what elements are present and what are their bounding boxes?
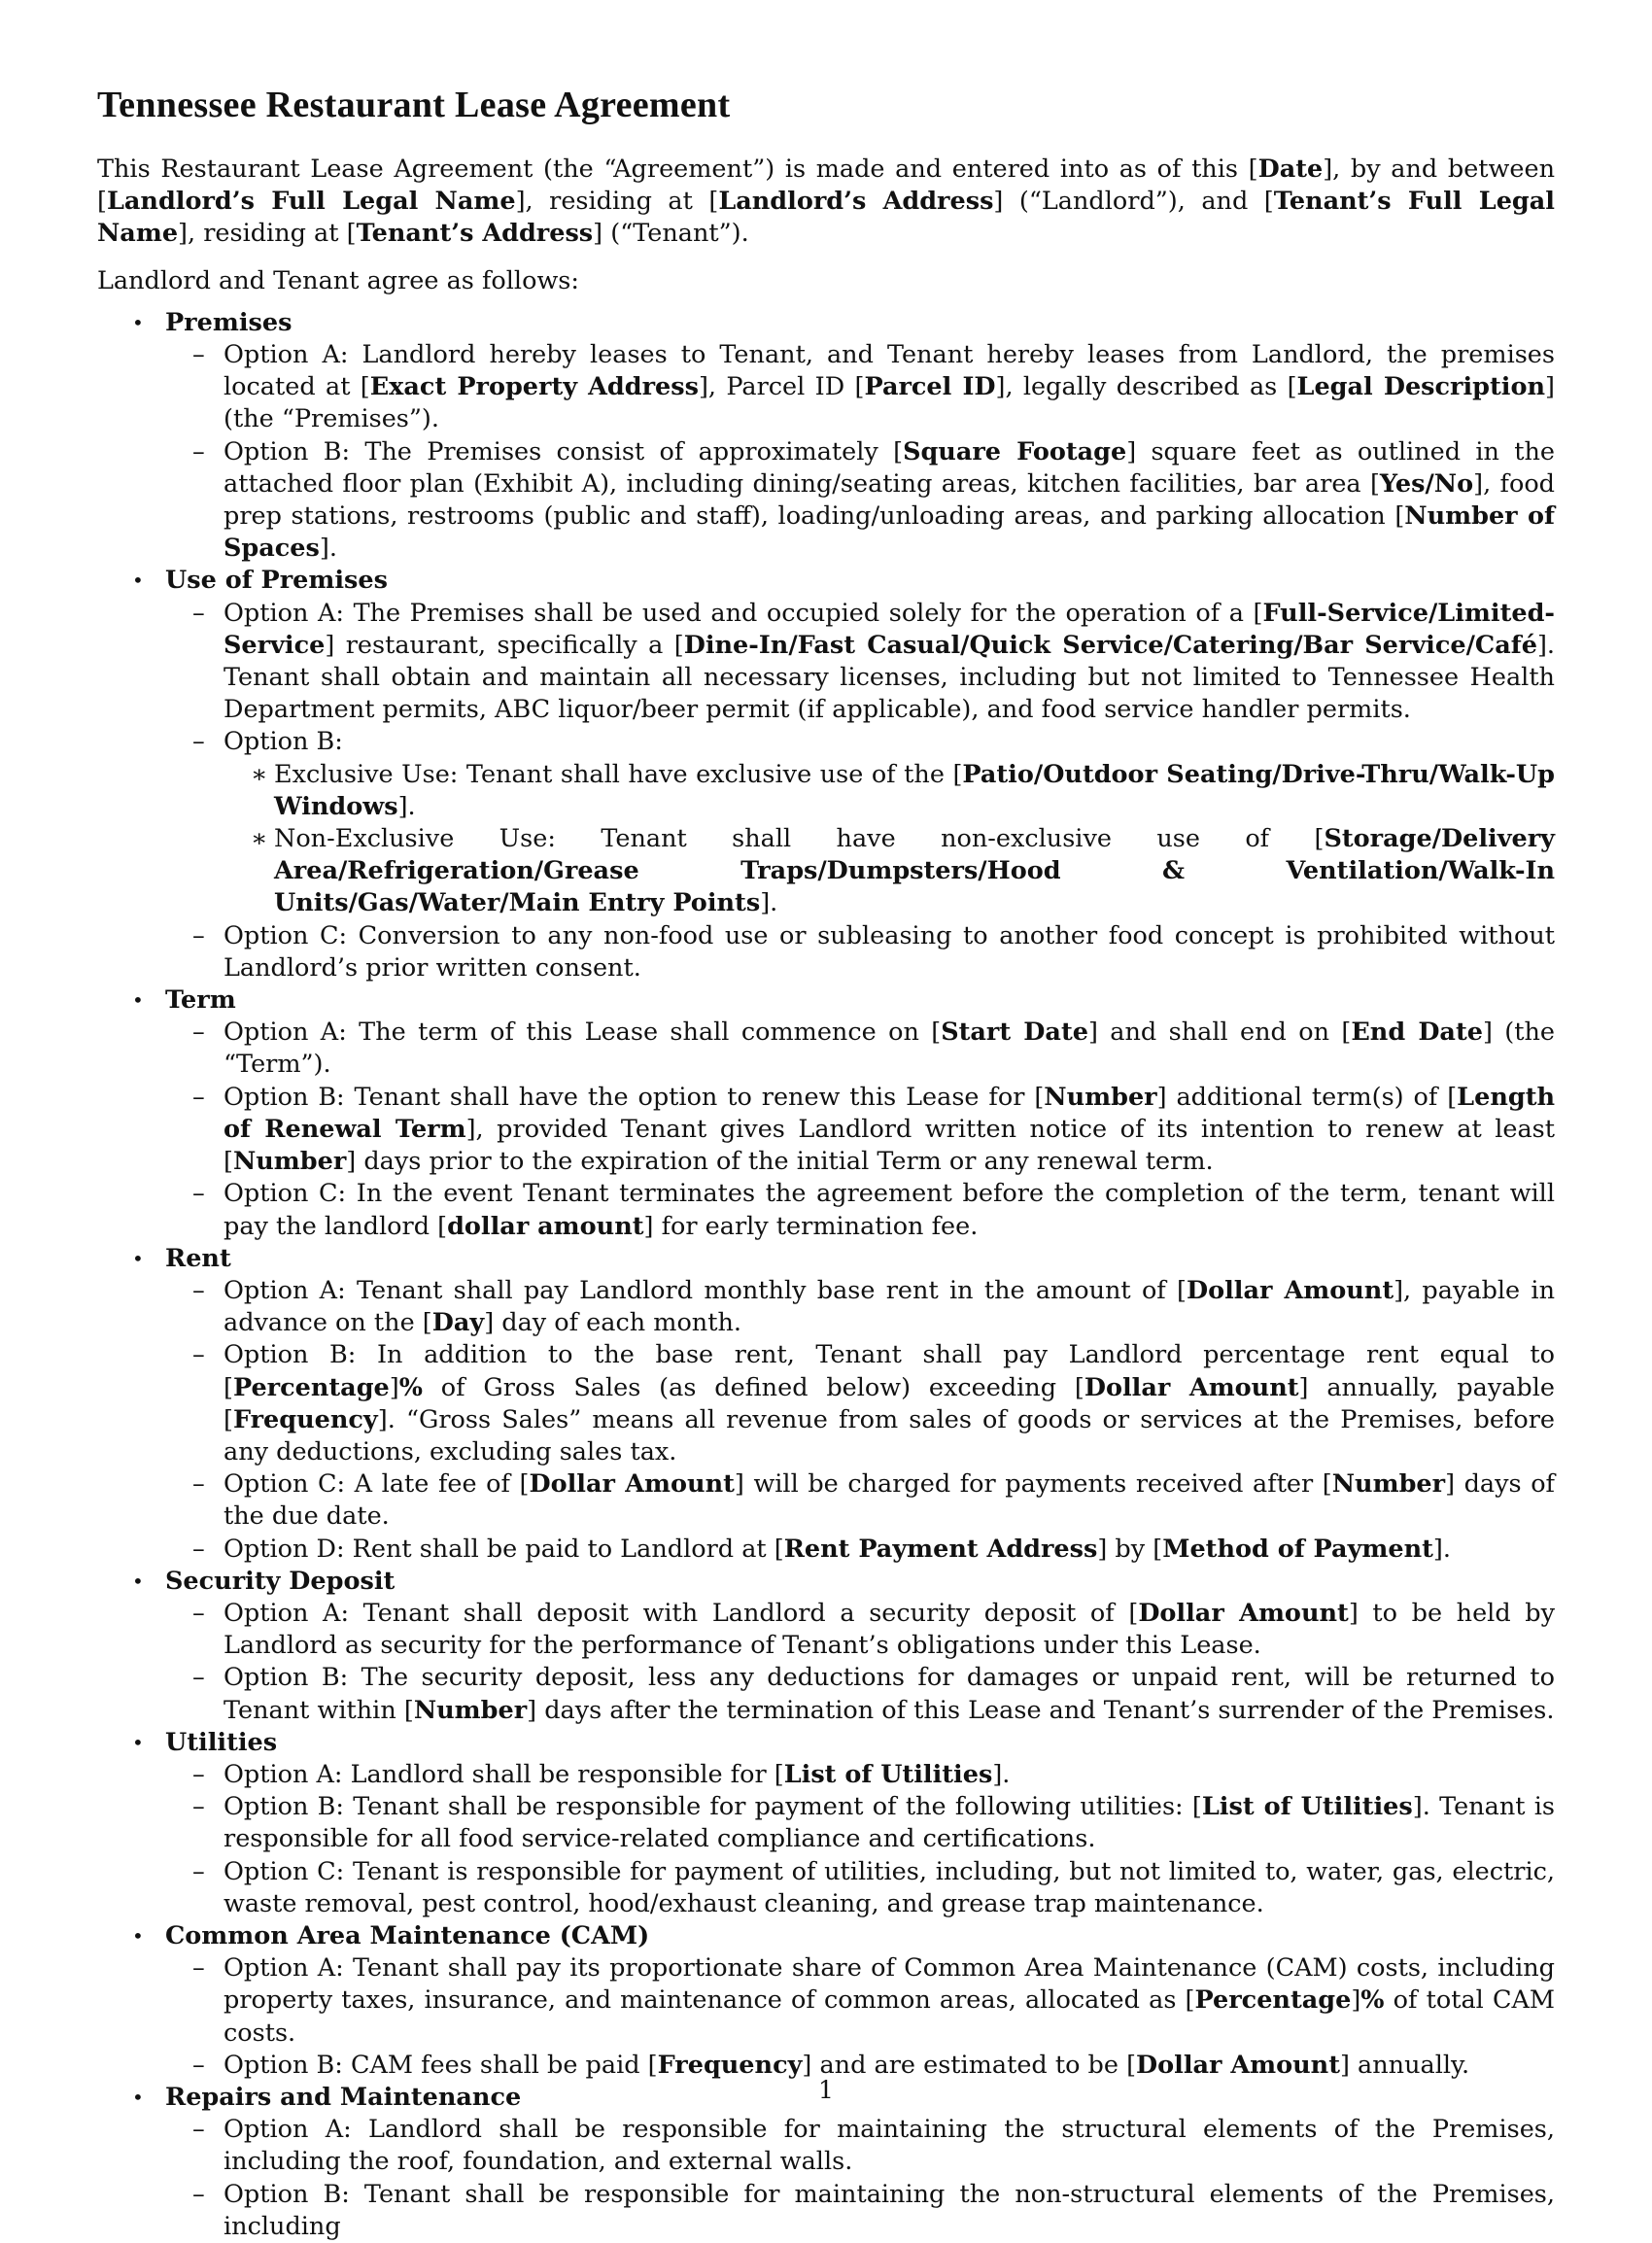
placeholder-field: Start Date [941,1018,1088,1048]
sub-option-text [274,823,1555,920]
text-run: ] square feet as outlined in the attached floor plan (Exhibit A), including dining/seating areas, kitchen facilities, bar area [ [224,436,1555,499]
option-item [165,1598,1555,1662]
text-run: ]. [760,888,778,918]
text-run: ] days after the termination of this Lease and Tenant’s surrender of the Premises. [527,1695,1555,1725]
option-text [224,1662,1555,1726]
dash-icon: – [192,1018,205,1048]
dash-icon: – [192,2115,205,2145]
asterisk-icon: ∗ [251,759,268,789]
text-run: ] to be held by Landlord as security for the performance of Tenant’s obligations under this Lease. [224,1598,1556,1661]
placeholder-field: Tenant’s Address [356,219,594,249]
sub-option-text [274,759,1555,823]
dash-icon: – [192,1082,205,1112]
option-item [165,1339,1555,1468]
sub-option-item [224,759,1555,823]
placeholder-field: Percentage [232,1372,390,1402]
text-run: Option C: A late fee of [ [224,1469,530,1500]
option-text [224,1856,1555,1920]
sub-option-list [224,759,1555,920]
text-run: Option C: Conversion to any non-food use or subleasing to another food concept is prohibited without Landlord’s prior written consent. [224,920,1555,983]
dash-icon: – [192,1179,205,1209]
section-item [97,2082,1555,2243]
text-run: ]. [397,791,416,821]
text-run: ]. [992,1759,1011,1789]
placeholder-field: Parcel ID [864,372,996,402]
text-run: ]. Tenant shall obtain and maintain all necessary licenses, including but not limited to Tennessee Health Department permits, ABC liquor/beer permit (if applicable), and food service handler permits. [224,630,1555,725]
text-run: ] (“Tenant”). [593,219,749,249]
option-item [165,726,1555,919]
text-run: Option B: [224,727,343,757]
option-item [165,1017,1555,1081]
option-list [165,2114,1555,2243]
text-run: ] days prior to the expiration of the initial Term or any renewal term. [346,1147,1214,1177]
text-run: Option A: Landlord shall be responsible for maintaining the structural elements of the Premises, including the roof, foundation, and external walls. [224,2115,1555,2177]
option-item [165,1534,1555,1566]
placeholder-field: Number [232,1147,347,1177]
option-item [165,920,1555,984]
section-list [97,307,1555,2243]
section-title: Rent [165,1243,231,1273]
placeholder-field: Number of Spaces [224,501,1555,564]
option-text [224,1598,1555,1662]
agree-line: Landlord and Tenant agree as follows: [97,265,579,295]
option-text [224,1017,1555,1081]
option-text [224,1791,1555,1855]
text-run: ] [1351,1985,1361,2016]
text-run: Option C: In the event Tenant terminates the agreement before the completion of the term, tenant will pay the landlord [ [224,1179,1555,1241]
placeholder-field: Number [413,1695,528,1725]
bullet-icon: • [132,569,144,593]
section-title: Utilities [165,1727,278,1757]
option-list [165,1275,1555,1566]
placeholder-field: Frequency [657,2050,803,2080]
bullet-icon: • [132,1730,144,1754]
text-run: ] additional term(s) of [ [1156,1082,1458,1112]
dash-icon: – [192,727,205,757]
option-list [165,1598,1555,1727]
option-list [165,1952,1555,2082]
placeholder-field: Dollar Amount [1138,1598,1349,1628]
placeholder-field: Method of Payment [1162,1534,1433,1564]
section-item [97,1727,1555,1920]
asterisk-icon: ∗ [251,824,268,854]
text-run: Exclusive Use: Tenant shall have exclusive use of the [ [274,759,963,789]
placeholder-field: Dollar Amount [1084,1372,1299,1402]
option-list [165,1017,1555,1242]
dash-icon: – [192,1340,205,1370]
text-run: ]. [1432,1534,1451,1564]
placeholder-field: Exact Property Address [369,372,699,402]
option-item [165,2114,1555,2178]
placeholder-field: Rent Payment Address [783,1534,1098,1564]
text-run: ] by [ [1097,1534,1163,1564]
text-run: ], residing at [ [515,187,719,217]
section-title: Term [165,985,236,1016]
page-number: 1 [818,2076,834,2104]
dash-icon: – [192,436,205,466]
placeholder-field: Square Footage [903,436,1127,466]
option-item [165,339,1555,436]
dash-icon: – [192,1663,205,1693]
placeholder-field: Dollar Amount [529,1469,735,1500]
option-item [165,436,1555,566]
placeholder-field: % [1360,1985,1385,2016]
dash-icon: – [192,1856,205,1886]
option-text [224,339,1555,436]
option-text [224,1178,1555,1242]
section-title: Premises [165,307,293,337]
section-item [97,565,1555,984]
text-run: ] annually. [1340,2050,1470,2080]
text-run: Option B: CAM fees shall be paid [ [224,2050,658,2080]
placeholder-field: % [398,1372,423,1402]
text-run: Option A: Tenant shall pay Landlord monthly base rent in the amount of [ [224,1275,1187,1305]
text-run: ] annually, payable [ [224,1372,1555,1434]
option-text [224,1082,1555,1179]
text-run: Option B: Tenant shall be responsible for maintaining the non-structural elements of the Premises, including [224,2179,1555,2241]
text-run: ] restaurant, specifically a [ [325,630,684,660]
section-title: Security Deposit [165,1566,396,1596]
placeholder-field: dollar amount [447,1211,644,1241]
option-item [165,1662,1555,1726]
text-run: Option B: The security deposit, less any deductions for damages or unpaid rent, will be returned to Tenant within [ [224,1663,1555,1725]
text-run: ]. “Gross Sales” means all revenue from sales of goods or services at the Premises, before any deductions, excluding sales tax. [224,1404,1555,1467]
text-run: ], food prep stations, restrooms (public and staff), loading/unloading areas, and parking allocation [ [224,468,1555,532]
placeholder-field: Legal Description [1296,372,1546,402]
text-run: Option B: Tenant shall be responsible for payment of the following utilities: [ [224,1792,1202,1822]
option-item [165,1952,1555,2050]
section-item [97,984,1555,1243]
placeholder-field: Storage/Delivery Area/Refrigeration/Grease Traps/Dumpsters/Hood & Ventilation/Walk-In Units/Gas/Water/Main Entry Points [274,824,1555,918]
section-title: Common Area Maintenance (CAM) [165,1920,650,1950]
text-run: Option B: In addition to the base rent, Tenant shall pay Landlord percentage rent equal to [ [224,1340,1555,1402]
bullet-icon: • [132,1569,144,1593]
text-run: Option B: The Premises consist of approximately [ [224,436,904,466]
placeholder-field: Day [431,1308,485,1338]
placeholder-field: List of Utilities [783,1759,993,1789]
option-text [224,2179,1555,2243]
text-run: Option A: Tenant shall pay its proportionate share of Common Area Maintenance (CAM) costs, including property taxes, insurance, and maintenance of common areas, allocated as [ [224,1953,1555,2016]
text-run: Option A: Landlord hereby leases to Tenant, and Tenant hereby leases from Landlord, the premises located at [ [224,340,1555,402]
intro-paragraph [97,154,1555,251]
option-list [165,339,1555,565]
text-run: ] and shall end on [ [1087,1018,1352,1048]
placeholder-field: Full-Service/Limited-Service [224,598,1555,660]
section-title: Use of Premises [165,566,388,596]
placeholder-field: List of Utilities [1201,1792,1413,1822]
placeholder-field: Percentage [1194,1985,1352,2016]
bullet-icon: • [132,310,144,334]
dash-icon: – [192,2050,205,2080]
placeholder-field: Frequency [232,1404,378,1434]
dash-icon: – [192,1759,205,1789]
option-text [224,1759,1555,1791]
text-run: ] [389,1372,399,1402]
dash-icon: – [192,2179,205,2209]
option-text [224,1468,1555,1533]
dash-icon: – [192,920,205,950]
document-content [97,84,1555,2243]
option-text [224,920,1555,984]
text-run: ] (the “Premises”). [224,372,1555,434]
option-item [165,598,1555,727]
placeholder-field: Landlord’s Full Legal Name [106,187,516,217]
text-run: Option D: Rent shall be paid to Landlord at [ [224,1534,784,1564]
text-run: Option A: The term of this Lease shall commence on [ [224,1018,942,1048]
placeholder-field: Number [1331,1469,1446,1500]
text-run: ] day of each month. [484,1308,742,1338]
dash-icon: – [192,1275,205,1305]
option-text [224,1534,1555,1566]
text-run: ], legally described as [ [995,372,1297,402]
text-run: ], payable in advance on the [ [224,1275,1555,1338]
dash-icon: – [192,1792,205,1822]
text-run: ] (“Landlord”), and [ [993,187,1274,217]
option-item [165,1856,1555,1920]
text-run: ] (the “Term”). [224,1018,1556,1080]
dash-icon: – [192,1598,205,1628]
text-run: ], Parcel ID [ [698,372,865,402]
option-item [165,1082,1555,1179]
text-run: ]. Tenant is responsible for all food service-related compliance and certifications. [224,1792,1555,1854]
placeholder-field: Landlord’s Address [718,187,994,217]
bullet-icon: • [132,988,144,1013]
text-run: Non-Exclusive Use: Tenant shall have non-exclusive use of [ [274,824,1325,854]
placeholder-field: Dollar Amount [1136,2050,1340,2080]
option-item [165,1791,1555,1855]
placeholder-field: Dine-In/Fast Casual/Quick Service/Catering/Bar Service/Café [683,630,1537,660]
placeholder-field: Length of Renewal Term [224,1082,1556,1144]
text-run: of total CAM costs. [224,1985,1555,2048]
option-text [224,726,1555,758]
text-run: ], by and between [ [97,155,1555,217]
placeholder-field: Dollar Amount [1186,1275,1394,1305]
option-text [224,2114,1555,2178]
option-item [165,1178,1555,1242]
dash-icon: – [192,1469,205,1500]
text-run: Option A: Landlord shall be responsible for [ [224,1759,784,1789]
text-run: ] and are estimated to be [ [802,2050,1137,2080]
placeholder-field: Tenant’s Full Legal Name [97,187,1555,249]
option-item [165,1468,1555,1533]
placeholder-field: Patio/Outdoor Seating/Drive-Thru/Walk-Up Windows [274,759,1555,821]
bullet-icon: • [132,1246,144,1270]
dash-icon: – [192,1953,205,1984]
option-text [224,1952,1555,2050]
option-list [165,598,1555,984]
text-run: ] days of the due date. [224,1469,1555,1532]
option-text [224,436,1555,566]
option-item [165,1275,1555,1339]
section-title: Repairs and Maintenance [165,2082,522,2112]
option-item [165,2179,1555,2243]
dash-icon: – [192,340,205,370]
text-run: of Gross Sales (as defined below) exceeding [ [422,1372,1084,1402]
dash-icon: – [192,598,205,628]
placeholder-field: Yes/No [1379,468,1474,499]
paragraph-gap [97,251,1555,265]
bullet-icon: • [132,2085,144,2109]
section-item [97,1920,1555,2082]
option-text [224,598,1555,727]
text-run: ]. [319,534,337,564]
text-run: Option C: Tenant is responsible for payment of utilities, including, but not limited to, water, gas, electric, waste removal, pest control, hood/exhaust cleaning, and grease trap maintenance. [224,1856,1555,1918]
section-item [97,307,1555,566]
section-item [97,1566,1555,1727]
placeholder-field: Number [1044,1082,1157,1112]
document-title: Tennessee Restaurant Lease Agreement [97,85,731,125]
text-run: Option A: The Premises shall be used and occupied solely for the operation of a [ [224,598,1263,628]
text-run: Option B: Tenant shall have the option to renew this Lease for [ [224,1082,1045,1112]
text-run: ], provided Tenant gives Landlord written notice of its intention to renew at least [ [224,1114,1555,1177]
option-text [224,1275,1555,1339]
placeholder-field: Date [1257,155,1324,184]
dash-icon: – [192,1534,205,1564]
section-item [97,1243,1555,1566]
bullet-icon: • [132,1923,144,1948]
sub-option-item [224,823,1555,920]
option-text [224,1339,1555,1468]
text-run: ] will be charged for payments received after [ [734,1469,1332,1500]
option-item [165,1759,1555,1791]
option-list [165,1759,1555,1920]
text-run: ], residing at [ [178,219,357,249]
text-run: Option A: Tenant shall deposit with Landlord a security deposit of [ [224,1598,1139,1628]
text-run: This Restaurant Lease Agreement (the “Agreement”) is made and entered into as of this [ [97,155,1258,184]
placeholder-field: End Date [1351,1018,1483,1048]
text-run: ] for early termination fee. [643,1211,979,1241]
